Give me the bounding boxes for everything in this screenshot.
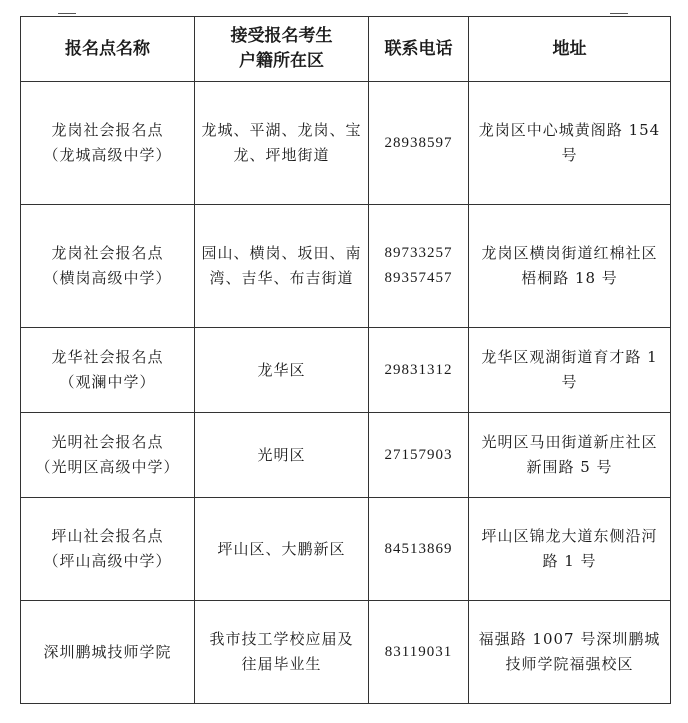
header-districts-line1: 接受报名考生: [230, 26, 333, 46]
districts-line1: 坪山区、大鹏新区: [217, 539, 346, 558]
phone-1: 28938597: [384, 134, 453, 151]
address-line1: 龙岗区横岗街道红棉社区: [481, 244, 658, 262]
cell-districts: [195, 498, 369, 601]
cell-phone: [369, 205, 469, 328]
address-line2: 技师学院福强校区: [505, 655, 634, 673]
address-line2: 号: [561, 373, 578, 391]
cell-phone: [369, 328, 469, 413]
cell-phone: [369, 601, 469, 704]
cell-phone: [369, 498, 469, 601]
table-row: [21, 413, 671, 498]
cell-site-name: [21, 601, 195, 704]
site-name-line1: 龙岗社会报名点: [51, 121, 164, 139]
cell-districts: [195, 82, 369, 205]
site-name-line2: （龙城高级中学）: [43, 146, 172, 164]
phone-1: 84513869: [384, 540, 453, 557]
cell-districts: [195, 413, 369, 498]
districts-line1: 我市技工学校应届及: [209, 630, 354, 648]
address-line1: 龙岗区中心城黄阁路 154: [478, 121, 661, 139]
cell-phone: [369, 413, 469, 498]
phone-1: 29831312: [384, 361, 453, 378]
header-districts: [195, 17, 369, 82]
cell-address: [469, 413, 671, 498]
table-row: [21, 82, 671, 205]
site-name-line1: 光明社会报名点: [51, 433, 164, 451]
site-name-line2: （光明区高级中学）: [35, 458, 180, 476]
phone-1: 89733257: [384, 245, 453, 261]
cell-site-name: [21, 205, 195, 328]
address-line1: 光明区马田街道新庄社区: [481, 433, 658, 451]
cell-site-name: [21, 328, 195, 413]
cell-address: [469, 205, 671, 328]
cell-districts: [195, 601, 369, 704]
cell-site-name: [21, 82, 195, 205]
cell-address: [469, 498, 671, 601]
site-name-line1: 坪山社会报名点: [51, 527, 164, 545]
districts-line1: 龙华区: [257, 360, 306, 379]
table-row: [21, 328, 671, 413]
site-name-line1: 深圳鹏城技师学院: [43, 642, 172, 661]
cell-site-name: [21, 498, 195, 601]
table-row: [21, 498, 671, 601]
top-rule-right: [610, 13, 628, 14]
cell-site-name: [21, 413, 195, 498]
header-districts-line2: 户籍所在区: [239, 51, 324, 71]
address-line1: 福强路 1007 号深圳鹏城: [478, 630, 661, 648]
cell-address: [469, 601, 671, 704]
phone-1: 27157903: [384, 446, 453, 463]
cell-phone: [369, 82, 469, 205]
districts-line1: 园山、横岗、坂田、南: [201, 244, 362, 262]
cell-districts: [195, 205, 369, 328]
districts-line1: 光明区: [257, 445, 306, 464]
header-address: 地址: [469, 17, 671, 82]
address-line2: 新围路 5 号: [526, 458, 613, 476]
districts-line2: 龙、坪地街道: [233, 146, 330, 164]
table-row: [21, 205, 671, 328]
registration-sites-table: [20, 16, 671, 704]
districts-line2: 往届毕业生: [241, 655, 322, 673]
header-phone: 联系电话: [369, 17, 469, 82]
cell-address: [469, 328, 671, 413]
header-site-name: 报名点名称: [21, 17, 195, 82]
cell-districts: [195, 328, 369, 413]
site-name-line2: （坪山高级中学）: [43, 552, 172, 570]
site-name-line1: 龙岗社会报名点: [51, 244, 164, 262]
top-rule-left: [58, 13, 76, 14]
address-line2: 路 1 号: [542, 552, 597, 570]
address-line1: 坪山区锦龙大道东侧沿河: [481, 527, 658, 545]
address-line2: 梧桐路 18 号: [521, 269, 618, 287]
cell-address: [469, 82, 671, 205]
districts-line1: 龙城、平湖、龙岗、宝: [201, 121, 362, 139]
site-name-line2: （横岗高级中学）: [43, 269, 172, 287]
site-name-line2: （观澜中学）: [59, 373, 156, 391]
address-line2: 号: [561, 146, 578, 164]
site-name-line1: 龙华社会报名点: [51, 348, 164, 366]
phone-1: 83119031: [384, 643, 453, 660]
table-header-row: [21, 17, 671, 82]
phone-2: 89357457: [384, 270, 453, 286]
districts-line2: 湾、吉华、布吉街道: [209, 269, 354, 287]
address-line1: 龙华区观湖街道育才路 1: [481, 348, 658, 366]
table-row: [21, 601, 671, 704]
